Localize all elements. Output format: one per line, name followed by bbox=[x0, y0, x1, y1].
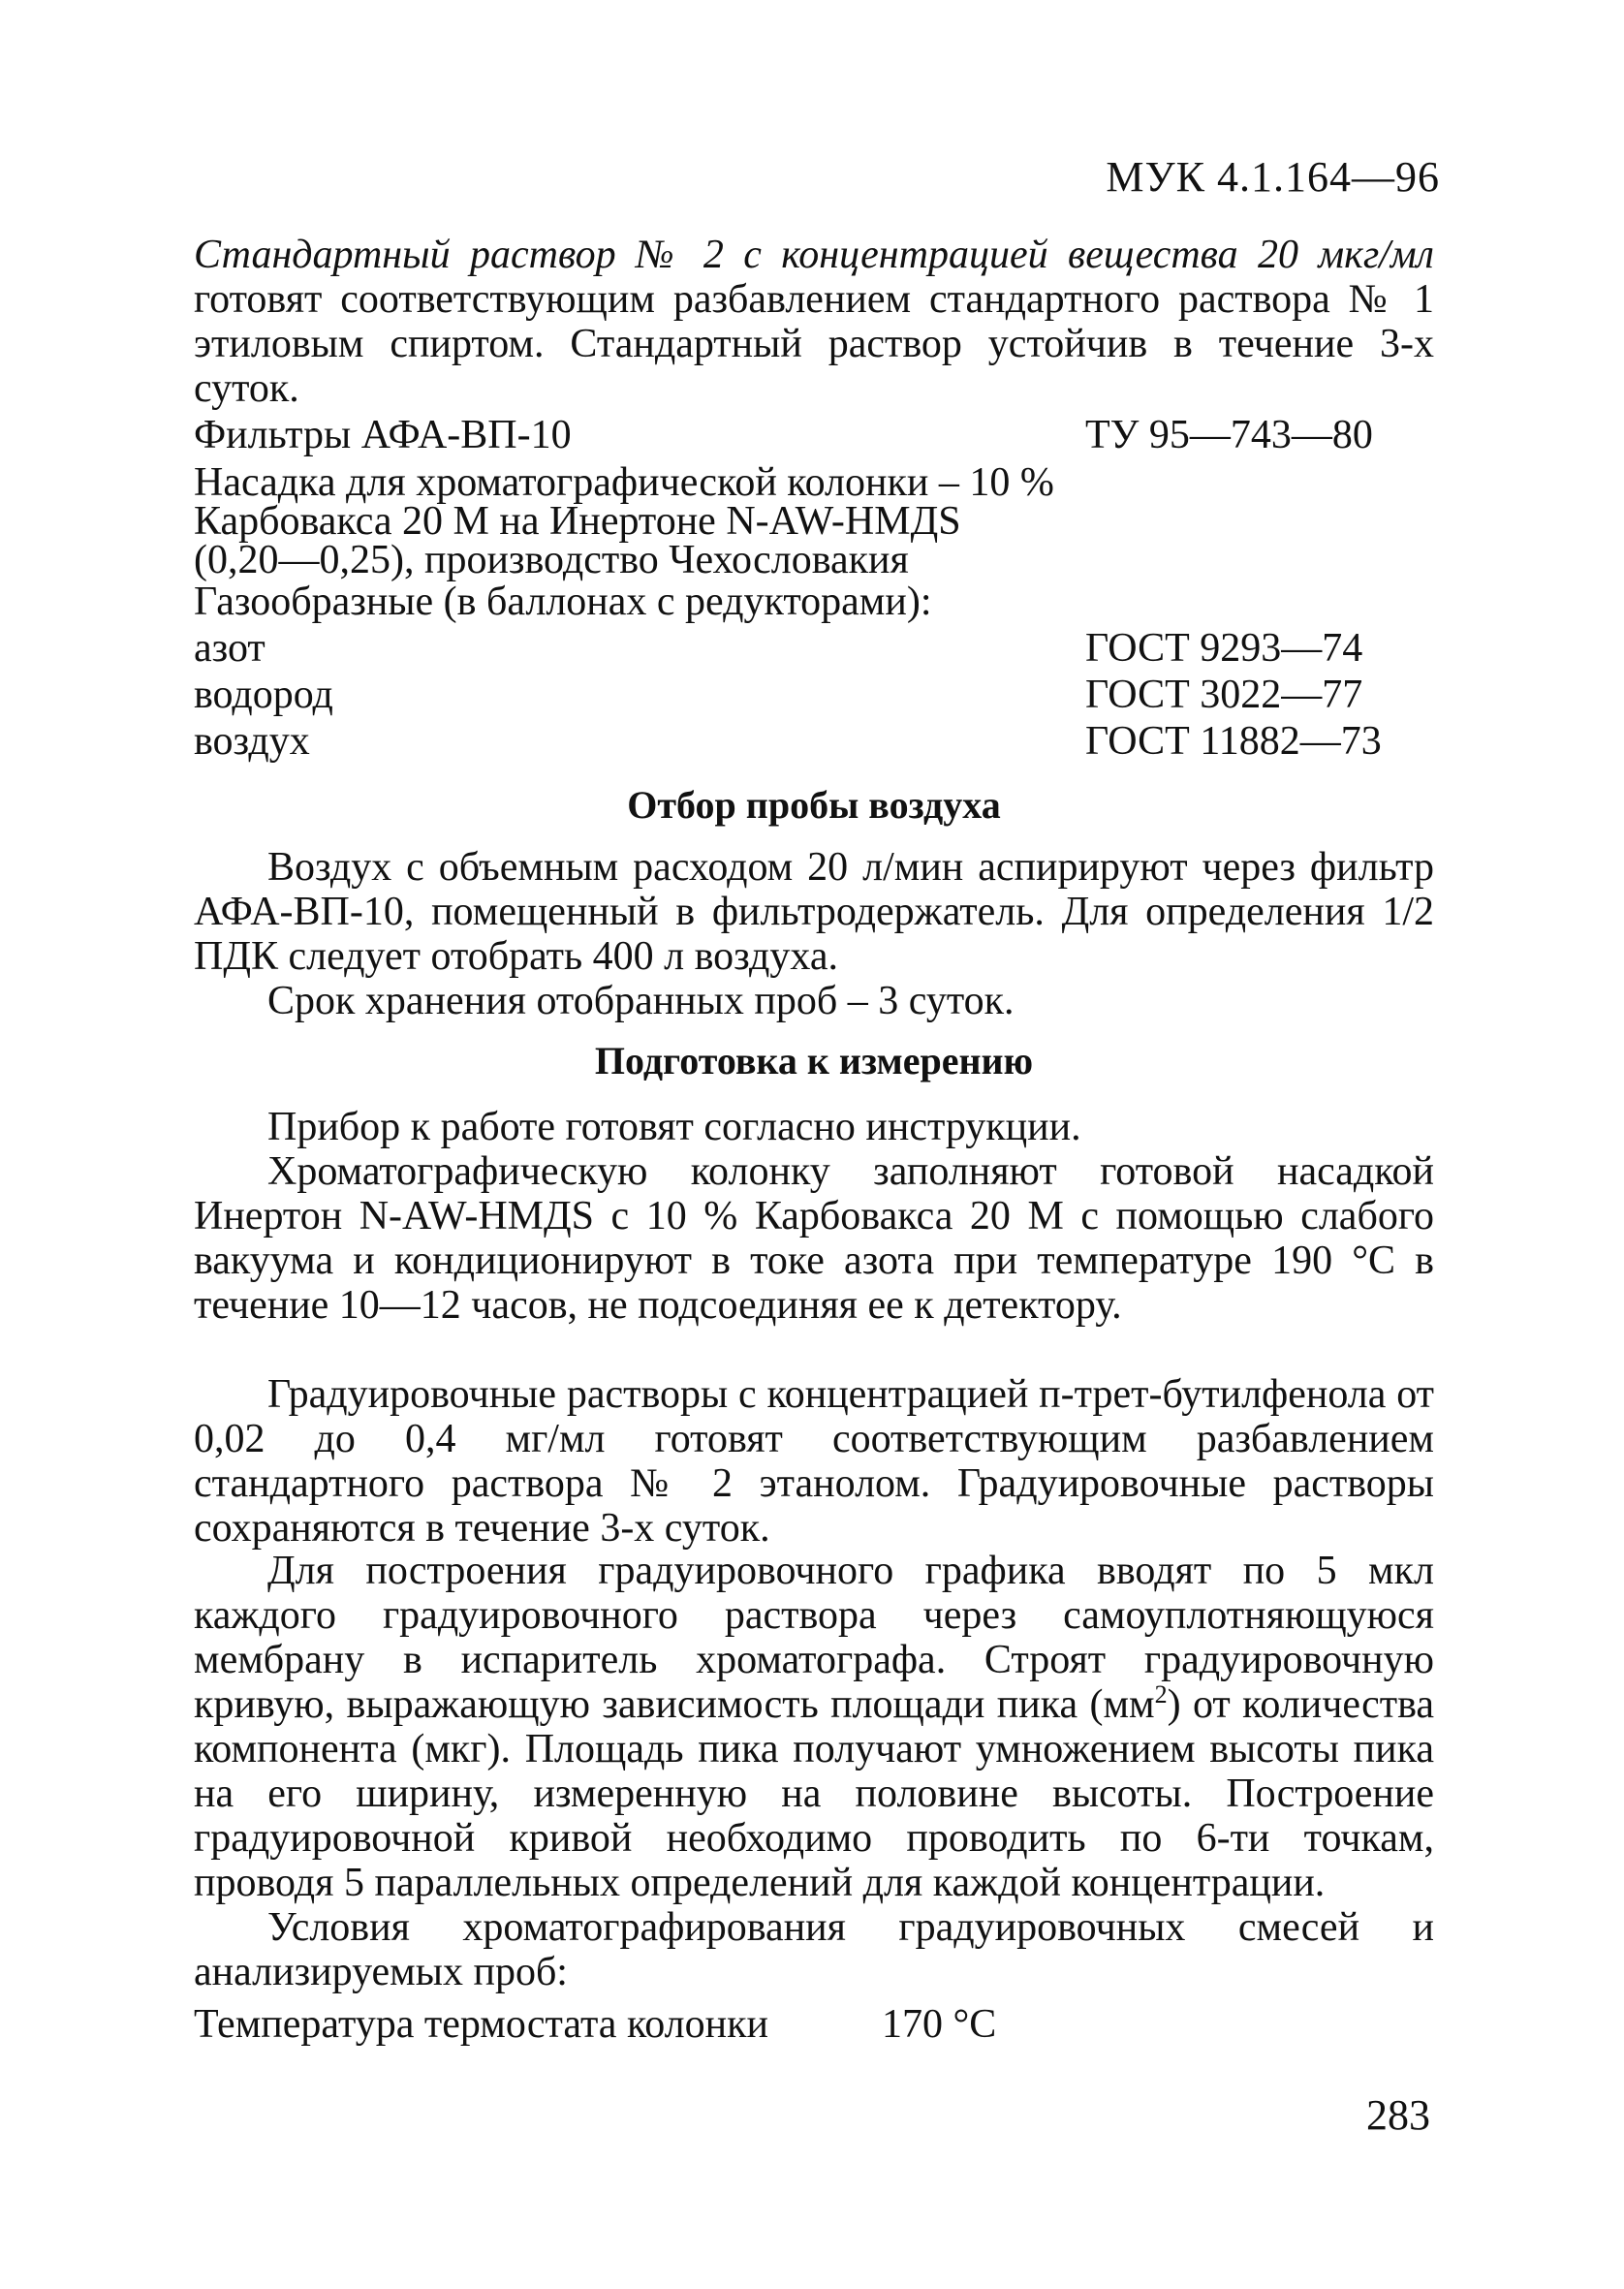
standard-solution-italic-lead: Стандартный раствор № 2 с концентрацией вещества 20 мкг/мл bbox=[194, 233, 1434, 277]
gas-row bbox=[194, 673, 1434, 717]
gas-row bbox=[194, 719, 1434, 764]
preparation-paragraph-5: Условия хроматографирования градуировочных смесей и анализируемых проб: bbox=[194, 1905, 1434, 1994]
preparation-paragraph-4-part-b: ) от количества компонента (мкг). Площадь пика получают умножением высоты пика на его ширину, измеренную на половине высоты. Построение градуировочной кривой необходимо проводить по 6-ти точкам, проводя 5 параллельных определений для каждой концентрации. bbox=[194, 1682, 1434, 1905]
conditions-row bbox=[194, 2002, 1434, 2047]
packing-line-2: Карбовакса 20 М на Инертоне N-AW-HMДS bbox=[194, 499, 961, 544]
sampling-paragraph-1: Воздух с объемным расходом 20 л/мин аспирируют через фильтр АФА-ВП-10, помещенный в фильтродержатель. Для определения 1/2 ПДК следует отобрать 400 л воздуха. bbox=[194, 845, 1434, 979]
gas-row bbox=[194, 626, 1434, 671]
packing-line-1: Насадка для хроматографической колонки – 10 % bbox=[194, 460, 1054, 505]
conditions-value: 170 °С bbox=[882, 2002, 997, 2047]
preparation-paragraph-4 bbox=[194, 1549, 1434, 1905]
packing-line-3: (0,20—0,25), производство Чехословакия bbox=[194, 538, 909, 582]
gas-standard: ГОСТ 9293—74 bbox=[1085, 626, 1363, 671]
gas-name: воздух bbox=[194, 719, 310, 764]
gas-name: азот bbox=[194, 626, 265, 671]
preparation-paragraph-1: Прибор к работе готовят согласно инструкции. bbox=[267, 1105, 1081, 1149]
filters-label: Фильтры АФА-ВП-10 bbox=[194, 413, 572, 457]
preparation-paragraph-2: Хроматографическую колонку заполняют готовой насадкой Инертон N-AW-HMДS с 10 % Карбовакса 20 М с помощью слабого вакуума и кондиционируют в токе азота при температуре 190 °С в течение 10—12 часов, не подсоединяя ее к детектору. bbox=[194, 1149, 1434, 1328]
gas-standard: ГОСТ 3022—77 bbox=[1085, 673, 1363, 717]
preparation-heading: Подготовка к измерению bbox=[594, 1039, 1034, 1082]
preparation-paragraph-3: Градуировочные растворы с концентрацией п-трет-бутилфенола от 0,02 до 0,4 мг/мл готовят соответствующим разбавлением стандартного раствора № 2 этанолом. Градуировочные растворы сохраняются в течение 3-х суток. bbox=[194, 1372, 1434, 1551]
filters-row bbox=[194, 413, 1434, 457]
sampling-heading: Отбор пробы воздуха bbox=[627, 783, 1001, 827]
superscript-2: 2 bbox=[1154, 1680, 1168, 1709]
filters-standard: ТУ 95—743—80 bbox=[1085, 413, 1373, 457]
gas-standard: ГОСТ 11882—73 bbox=[1085, 719, 1382, 764]
document-code-header: МУК 4.1.164—96 bbox=[1106, 153, 1440, 201]
preparation-paragraph-4-part-a: Для построения градуировочного графика вводят по 5 мкл каждого градуировочного раствора через самоуплотняющуюся мембрану в испаритель хроматографа. Строят градуировочную кривую, выражающую зависимость площади пика (мм bbox=[194, 1549, 1434, 1727]
page-number: 283 bbox=[1366, 2091, 1430, 2139]
sampling-paragraph-2: Срок хранения отобранных проб – 3 суток. bbox=[267, 979, 1015, 1023]
standard-solution-text: готовят соответствующим разбавлением стандартного раствора № 1 этиловым спиртом. Стандартный раствор устойчив в течение 3-х суток. bbox=[194, 277, 1434, 411]
gas-name: водород bbox=[194, 673, 333, 717]
conditions-label: Температура термостата колонки bbox=[194, 2002, 768, 2047]
packing-block bbox=[194, 460, 1434, 582]
standard-solution-paragraph bbox=[194, 233, 1434, 411]
gases-title: Газообразные (в баллонах с редукторами): bbox=[194, 580, 932, 624]
